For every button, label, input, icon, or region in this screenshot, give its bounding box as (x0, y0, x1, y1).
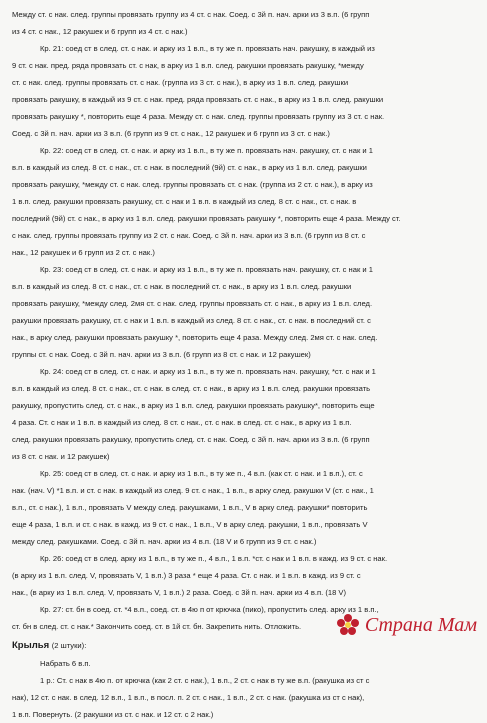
text-line: с нак. след. группы провязать группу из 2 ст. с нак. Соед. с 3й п. нач. арки из 3 в.п. (6 групп из 8 ст. с (12, 231, 366, 240)
section-heading (12, 637, 482, 655)
text-line: (в арку из 1 в.п. след. V, провязать V, 1 в.п.) 3 раза * еще 4 раза. Ст. с нак. и 1 в.п. в кажд. из 9 ст. с (12, 571, 361, 580)
paragraph (12, 142, 482, 261)
text-line: ст. бн в след. ст. с нак.* Закончить соед. ст. в 1й ст. бн. Закрепить нить. Отложить. (12, 622, 302, 631)
text-line: Кр. 21: соед ст в след. ст. с нак. и арку из 1 в.п., в ту же п. провязать нач. ракушку, в каждый из (40, 44, 375, 53)
text-line: 4 раза. Ст. с нак и 1 в.п. в каждый из след. 8 ст. с нак., ст. с нак. в след. ст. с нак., в арку из 1 в.п. (12, 418, 352, 427)
watermark-text: Страна Мам (364, 613, 477, 636)
text-line: провязать ракушку, *между след. 2мя ст. с нак. след. группы провязать ст. с нак., в арку из 1 в.п. след. (12, 299, 373, 308)
section-title: Крылья (12, 640, 50, 651)
section-body (12, 655, 482, 723)
text-line: 1 в.п. Повернуть. (2 ракушки из ст. с нак. и 12 ст. с 2 нак.) (12, 710, 214, 719)
text-line: Кр. 22: соед ст в след. ст. с нак. и арку из 1 в.п., в ту же п. провязать нач. ракушку, ст. с нак и 1 (40, 146, 373, 155)
text-line: Между ст. с нак. след. группы провязать группу из 4 ст. с нак. Соед. с 3й п. нач. арки из 3 в.п. (6 групп (12, 10, 370, 19)
text-line: ракушки провязать ракушку, ст. с нак и 1 в.п. в каждый из след. 8 ст. с нак., ст. с нак. в последний ст. с (12, 316, 371, 325)
text-line: 1 р.: Ст. с нак в 4ю п. от крючка (как 2 ст. с нак.), 1 в.п., 2 ст. с нак в ту же в.п. (ракушка из ст с (40, 676, 370, 685)
text-line: группы ст. с нак. Соед. с 3й п. нач. арки из 3 в.п. (6 групп из 8 ст. с нак. и 12 ракушек) (12, 350, 311, 359)
paragraph (12, 40, 482, 142)
text-line: провязать ракушку, *между ст. с нак. след. группы провязать ст. с нак. (группа из 2 ст. с нак.), в арку из (12, 180, 373, 189)
text-line: нак., (в арку из 1 в.п. след. V, провязать V, 1 в.п.) 2 раза. Соед. с 3й п. нач. арки из 4 в.п. (18 V) (12, 588, 347, 597)
flower-logo-icon (335, 612, 361, 638)
text-line: ракушку, пропустить след. ст. с нак., в арку из 1 в.п. след. ракушки провязать ракушку*, повторить еще (12, 401, 375, 410)
text-line: ст. с нак. след. группы провязать ст. с нак. (группа из 3 ст. с нак.), в арку из 1 в.п. след. ракушки (12, 78, 349, 87)
text-line: провязать ракушку *, повторить еще 4 раза. Между ст. с нак. след. группы провязать группу из 3 ст. с нак. (12, 112, 385, 121)
text-line: Кр. 27: ст. бн в соед. ст. *4 в.п., соед. ст. в 4ю п от крючка (пико), пропустить след. арку из 1 в.п., (40, 605, 379, 614)
text-line: нак., в арку след. ракушки провязать ракушку *, повторить еще 4 раза. Между след. 2мя ст. с нак. след. (12, 333, 378, 342)
text-line: Кр. 26: соед ст в след. арку из 1 в.п., в ту же п., 4 в.п., 1 в.п. *ст. с нак и 1 в.п. в кажд. из 9 ст. с нак. (40, 554, 388, 563)
text-line: Набрать 6 в.п. (40, 659, 91, 668)
text-line: в.п., ст. с нак.), 1 в.п., провязать V между след. ракушками, 1 в.п., V в арку след. ракушки* повторить (12, 503, 368, 512)
text-line: 1 в.п. след. ракушки провязать ракушку, ст. с нак и 1 в.п. в каждый из след. 8 ст. с нак., ст. с нак. в (12, 197, 357, 206)
text-line: след. ракушки провязать ракушку, пропустить след. ст. с нак. Соед. с 3й п. нач. арки из 3 в.п. (6 групп (12, 435, 370, 444)
paragraph (12, 550, 482, 601)
text-line: еще 4 раза, 1 в.п. и ст. с нак. в кажд. из 9 ст. с нак., 1 в.п., V в арку след. ракушки, 1 в.п., провязать V (12, 520, 368, 529)
text-line: между след. ракушками. Соед. с 3й п. нач. арки из 4 в.п. (18 V и 6 групп из 9 ст. с нак.) (12, 537, 317, 546)
text-line: в.п. в каждый из след. 8 ст. с нак., ст. с нак. в последний ст. с нак., в арку из 1 в.п. след. ракушки (12, 282, 352, 291)
paragraph (12, 672, 482, 723)
text-line: 9 ст. с нак. пред. ряда провязать ст. с нак, в арку из 1 в.п. след. ракушки провязать ракушку, *между (12, 61, 364, 70)
text-line: Кр. 24: соед ст в след. ст. с нак. и арку из 1 в.п., в ту же п. провязать нач. ракушку, *ст. с нак и 1 (40, 367, 376, 376)
text-line: в.п. в каждый из след. 8 ст. с нак., ст. с нак. в след. ст. с нак., в арку из 1 в.п. след. ракушки провязать (12, 384, 371, 393)
pattern-text (12, 6, 482, 635)
text-line: Соед. с 3й п. нач. арки из 3 в.п. (6 групп из 9 ст. с нак., 12 ракушек и 6 групп из 3 ст. с нак.) (12, 129, 330, 138)
text-line: нак), 12 ст. с нак. в след. 12 в.п., 1 в.п., в посл. п. 2 ст. с нак., 1 в.п., 2 ст. с нак. (ракушка из ст с нак), (12, 693, 365, 702)
text-line: нак. (нач. V) *1 в.п. и ст. с нак. в каждый из след. 9 ст. с нак., 1 в.п., в арку след. ракушки V (ст. с нак., 1 (12, 486, 374, 495)
paragraph (12, 6, 482, 40)
text-line: из 4 ст. с нак., 12 ракушек и 6 групп из 4 ст. с нак.) (12, 27, 188, 36)
text-line: Кр. 25: соед ст в след. ст. с нак. и арку из 1 в.п., в ту же п., 4 в.п. (как ст. с нак. и 1 в.п.), ст. с (40, 469, 363, 478)
text-line: нак., 12 ракушек и 6 групп из 2 ст. с нак.) (12, 248, 155, 257)
text-line: последний (9й) ст. с нак., в арку из 1 в.п. след. ракушки провязать ракушку *, повторить еще 4 раза. Между ст. (12, 214, 401, 223)
text-line: провязать ракушку, в каждый из 9 ст. с нак. пред. ряда провязать ст. с нак., в арку из 1 в.п. след. ракушки (12, 95, 384, 104)
paragraph (12, 261, 482, 363)
section-note: (2 штуки): (51, 641, 87, 650)
paragraph (12, 363, 482, 465)
paragraph (12, 655, 482, 672)
paragraph (12, 465, 482, 550)
text-line: Кр. 23: соед ст в след. ст. с нак. и арку из 1 в.п., в ту же п. провязать нач. ракушку, ст. с нак и 1 (40, 265, 373, 274)
watermark-logo (335, 612, 477, 638)
text-line: из 8 ст. с нак. и 12 ракушек) (12, 452, 110, 461)
text-line: в.п. в каждый из след. 8 ст. с нак., ст. с нак. в последний (9й) ст. с нак., в арку из 1 в.п. след. ракушки (12, 163, 367, 172)
